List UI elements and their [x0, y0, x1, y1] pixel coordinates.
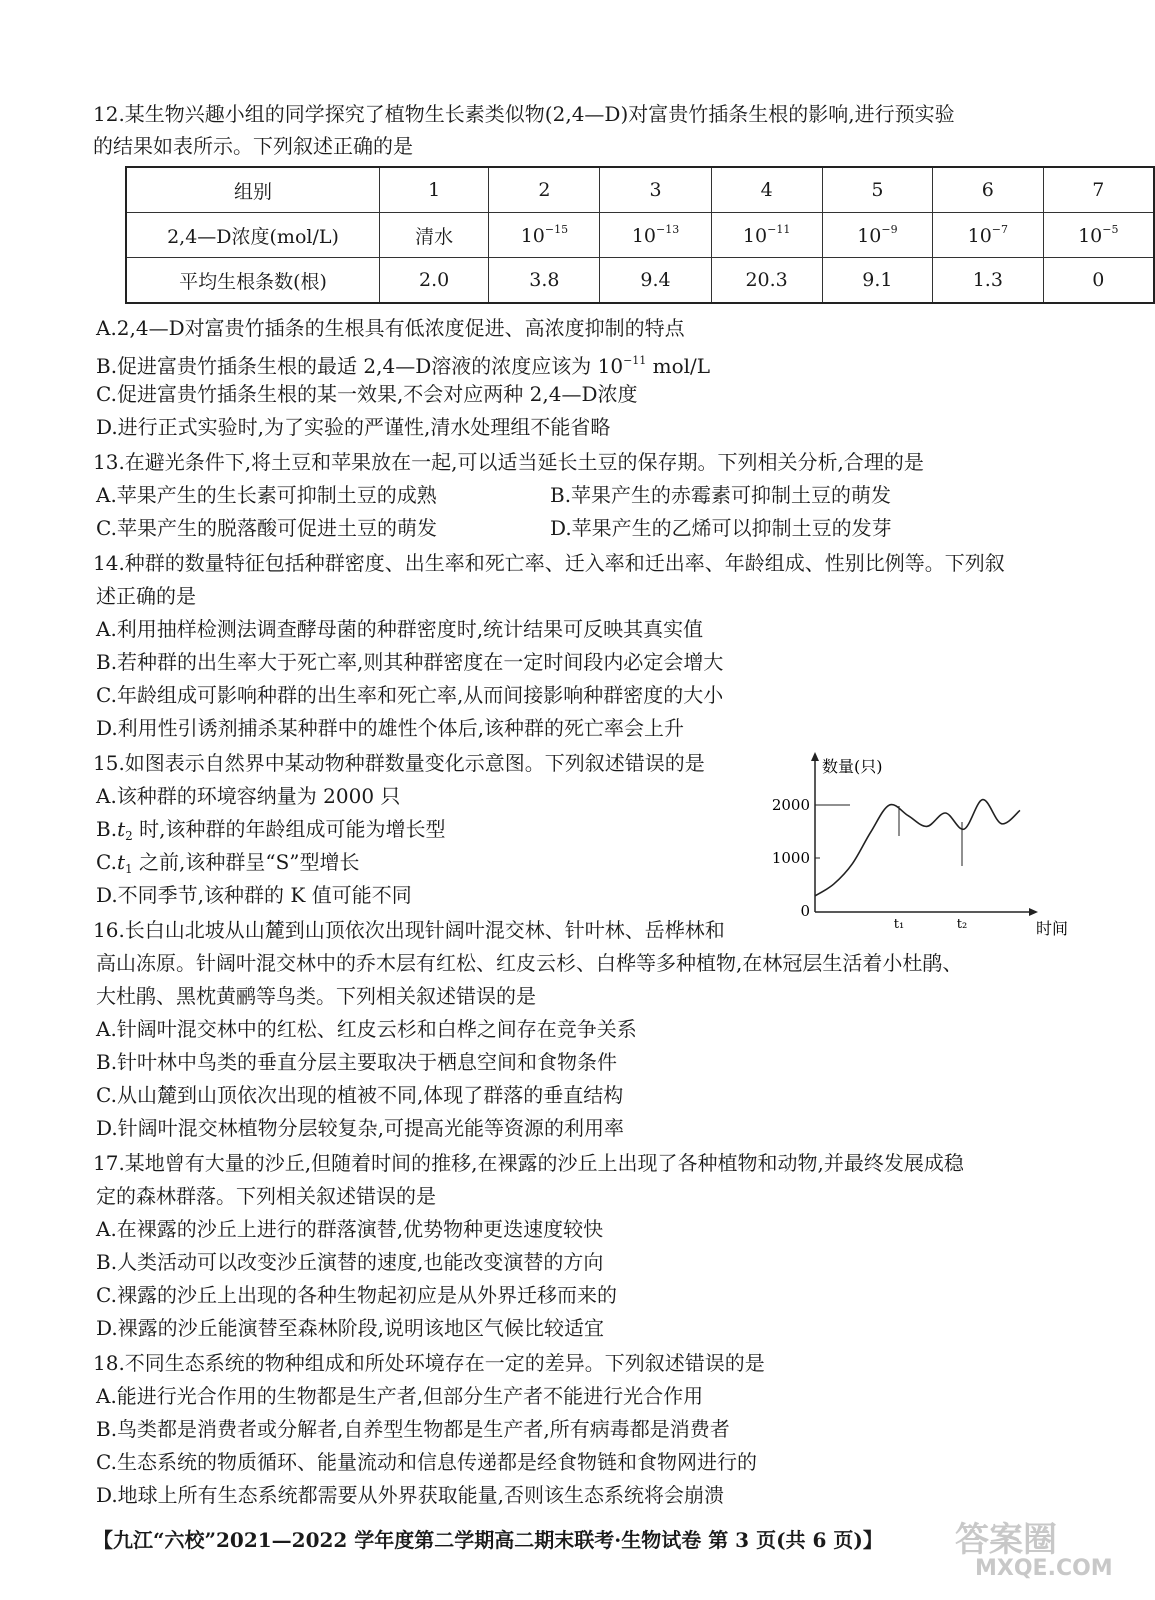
y-axis-label: 数量(只)	[822, 757, 883, 776]
q15-option-b	[96, 817, 445, 848]
table-cell: 2	[489, 167, 600, 213]
table-cell: 7	[1043, 167, 1154, 213]
table-row	[126, 167, 1154, 213]
table-cell: 平均生根条数(根)	[126, 258, 379, 304]
y-tick-label: 0	[800, 902, 810, 920]
power-base: 10	[742, 225, 768, 247]
power-base: 10	[520, 225, 545, 247]
table-cell: 1.3	[933, 258, 1043, 304]
power-exponent: −5	[1102, 223, 1119, 236]
page-footer: 【九江“六校”2021—2022 学年度第二学期高二期末联考·生物试卷 第 3 页(共 6 页)】	[93, 1528, 883, 1552]
power-base: 10	[631, 225, 656, 247]
x-tick-label: t₂	[956, 917, 968, 932]
q15-option-a: A.该种群的环境容纳量为 2000 只	[96, 784, 401, 808]
q12-table	[125, 166, 1155, 304]
y-axis-arrow	[811, 752, 819, 761]
q14-option-d: D.利用性引诱剂捕杀某种群中的雄性个体后,该种群的死亡率会上升	[96, 716, 685, 740]
q12-option-c: C.促进富贵竹插条生根的某一效果,不会对应两种 2,4—D浓度	[96, 382, 638, 406]
q16-option-d: D.针阔叶混交林植物分层较复杂,可提高光能等资源的利用率	[96, 1116, 625, 1140]
q17-option-b: B.人类活动可以改变沙丘演替的速度,也能改变演替的方向	[96, 1250, 604, 1274]
watermark-logo: 答案圈	[955, 1520, 1057, 1560]
table-cell	[711, 213, 822, 258]
x-tick-label: t₁	[893, 917, 905, 932]
q12-option-b-exponent: −11	[623, 354, 647, 367]
power-exponent: −11	[767, 223, 791, 236]
x-axis-arrow	[1029, 908, 1038, 916]
q13-option-b: B.苹果产生的赤霉素可抑制土豆的萌发	[550, 483, 892, 507]
series-line	[815, 800, 1020, 896]
table-row	[126, 258, 1154, 304]
table-row	[126, 213, 1154, 258]
q17-stem-line1: 17.某地曾有大量的沙丘,但随着时间的推移,在裸露的沙丘上出现了各种植物和动物,并最终发展成稳	[93, 1151, 964, 1175]
q18-option-c: C.生态系统的物质循环、能量流动和信息传递都是经食物链和食物网进行的	[96, 1450, 757, 1474]
q17-option-a: A.在裸露的沙丘上进行的群落演替,优势物种更迭速度较快	[96, 1217, 604, 1241]
population-chart	[770, 744, 1080, 944]
table-cell	[600, 213, 711, 258]
power-exponent: −7	[991, 223, 1009, 236]
x-axis-label: 时间	[1036, 919, 1069, 938]
q14-stem-line2: 述正确的是	[96, 584, 196, 608]
table-cell: 6	[933, 167, 1043, 213]
q17-option-d: D.裸露的沙丘能演替至森林阶段,说明该地区气候比较适宜	[96, 1316, 605, 1340]
q16-option-a: A.针阔叶混交林中的红松、红皮云杉和白桦之间存在竞争关系	[96, 1017, 637, 1041]
q14-option-b: B.若种群的出生率大于死亡率,则其种群密度在一定时间段内必定会增大	[96, 650, 724, 674]
q15-option-c-prefix: C.	[96, 850, 117, 874]
watermark-url: MXQE.COM	[975, 1556, 1113, 1581]
q15-option-c-t: t	[116, 850, 125, 874]
q18-option-b: B.鸟类都是消费者或分解者,自养型生物都是生产者,所有病毒都是消费者	[96, 1417, 730, 1441]
table-cell: 5	[822, 167, 932, 213]
table-cell: 20.3	[711, 258, 822, 304]
power-exponent: −9	[881, 223, 898, 236]
q18-option-d: D.地球上所有生态系统都需要从外界获取能量,否则该生态系统将会崩溃	[96, 1483, 725, 1507]
q15-option-b-sub: 2	[125, 829, 133, 843]
table-cell: 4	[711, 167, 822, 213]
q14-option-c: C.年龄组成可影响种群的出生率和死亡率,从而间接影响种群密度的大小	[96, 683, 724, 707]
y-tick-label: 1000	[771, 849, 810, 867]
q16-stem-line1: 16.长白山北坡从山麓到山顶依次出现针阔叶混交林、针叶林、岳桦林和	[93, 918, 725, 942]
table-cell	[822, 213, 932, 258]
q13-option-a: A.苹果产生的生长素可抑制土豆的成熟	[96, 483, 437, 507]
q13-option-d: D.苹果产生的乙烯可以抑制土豆的发芽	[550, 516, 892, 540]
table-cell: 组别	[126, 167, 379, 213]
q18-stem: 18.不同生态系统的物种组成和所处环境存在一定的差异。下列叙述错误的是	[93, 1351, 765, 1375]
power-base: 10	[1078, 225, 1103, 247]
q16-stem-line3: 大杜鹃、黑枕黄鹂等鸟类。下列相关叙述错误的是	[96, 984, 536, 1008]
power-exponent: −13	[656, 223, 680, 236]
q12-option-a: A.2,4—D对富贵竹插条的生根具有低浓度促进、高浓度抑制的特点	[96, 316, 685, 340]
q12-option-b-text: B.促进富贵竹插条生根的最适 2,4—D溶液的浓度应该为 10	[96, 354, 624, 378]
q17-option-c: C.裸露的沙丘上出现的各种生物起初应是从外界迁移而来的	[96, 1283, 617, 1307]
q15-stem: 15.如图表示自然界中某动物种群数量变化示意图。下列叙述错误的是	[93, 751, 705, 775]
table-cell: 2.0	[379, 258, 488, 304]
power-base: 10	[967, 225, 992, 247]
table-cell: 3.8	[489, 258, 600, 304]
table-cell: 3	[600, 167, 711, 213]
q15-option-c	[96, 850, 360, 881]
q16-stem-line2: 高山冻原。针阔叶混交林中的乔木层有红松、红皮云杉、白桦等多种植物,在林冠层生活着小杜鹃、	[96, 951, 963, 975]
q15-option-c-sub: 1	[125, 862, 133, 876]
q15-option-b-prefix: B.	[96, 817, 118, 841]
table-cell: 清水	[379, 213, 488, 258]
table-cell	[489, 213, 600, 258]
table-cell: 1	[379, 167, 488, 213]
power-exponent: −15	[544, 223, 569, 236]
table-cell: 9.4	[600, 258, 711, 304]
q15-option-d: D.不同季节,该种群的 K 值可能不同	[96, 883, 412, 907]
q14-stem-line1: 14.种群的数量特征包括种群密度、出生率和死亡率、迁入率和迁出率、年龄组成、性别比例等。下列叙	[93, 551, 1005, 575]
table-cell	[933, 213, 1043, 258]
power-base: 10	[857, 225, 882, 247]
q17-stem-line2: 定的森林群落。下列相关叙述错误的是	[96, 1184, 436, 1208]
q12-stem-line1: 12.某生物兴趣小组的同学探究了植物生长素类似物(2,4—D)对富贵竹插条生根的影响,进行预实验	[93, 102, 955, 126]
q12-stem-line2: 的结果如表所示。下列叙述正确的是	[93, 134, 413, 158]
table-cell: 2,4—D浓度(mol/L)	[126, 213, 379, 258]
q15-option-c-text: 之前,该种群呈“S”型增长	[132, 850, 360, 874]
q16-option-b: B.针叶林中鸟类的垂直分层主要取决于栖息空间和食物条件	[96, 1050, 618, 1074]
q12-option-b	[96, 349, 710, 378]
q15-option-b-text: 时,该种群的年龄组成可能为增长型	[132, 817, 446, 841]
table-cell: 9.1	[822, 258, 932, 304]
q12-option-d: D.进行正式实验时,为了实验的严谨性,清水处理组不能省略	[96, 415, 611, 439]
q13-option-c: C.苹果产生的脱落酸可促进土豆的萌发	[96, 516, 437, 540]
q18-option-a: A.能进行光合作用的生物都是生产者,但部分生产者不能进行光合作用	[96, 1384, 704, 1408]
q13-stem: 13.在避光条件下,将土豆和苹果放在一起,可以适当延长土豆的保存期。下列相关分析,合理的是	[93, 450, 924, 474]
table-cell: 0	[1043, 258, 1154, 304]
q14-option-a: A.利用抽样检测法调查酵母菌的种群密度时,统计结果可反映其真实值	[96, 617, 704, 641]
table-cell	[1043, 213, 1154, 258]
q16-option-c: C.从山麓到山顶依次出现的植被不同,体现了群落的垂直结构	[96, 1083, 624, 1107]
y-tick-label: 2000	[771, 796, 810, 814]
q15-option-b-t: t	[117, 817, 126, 841]
q12-option-b-unit: mol/L	[646, 354, 711, 378]
